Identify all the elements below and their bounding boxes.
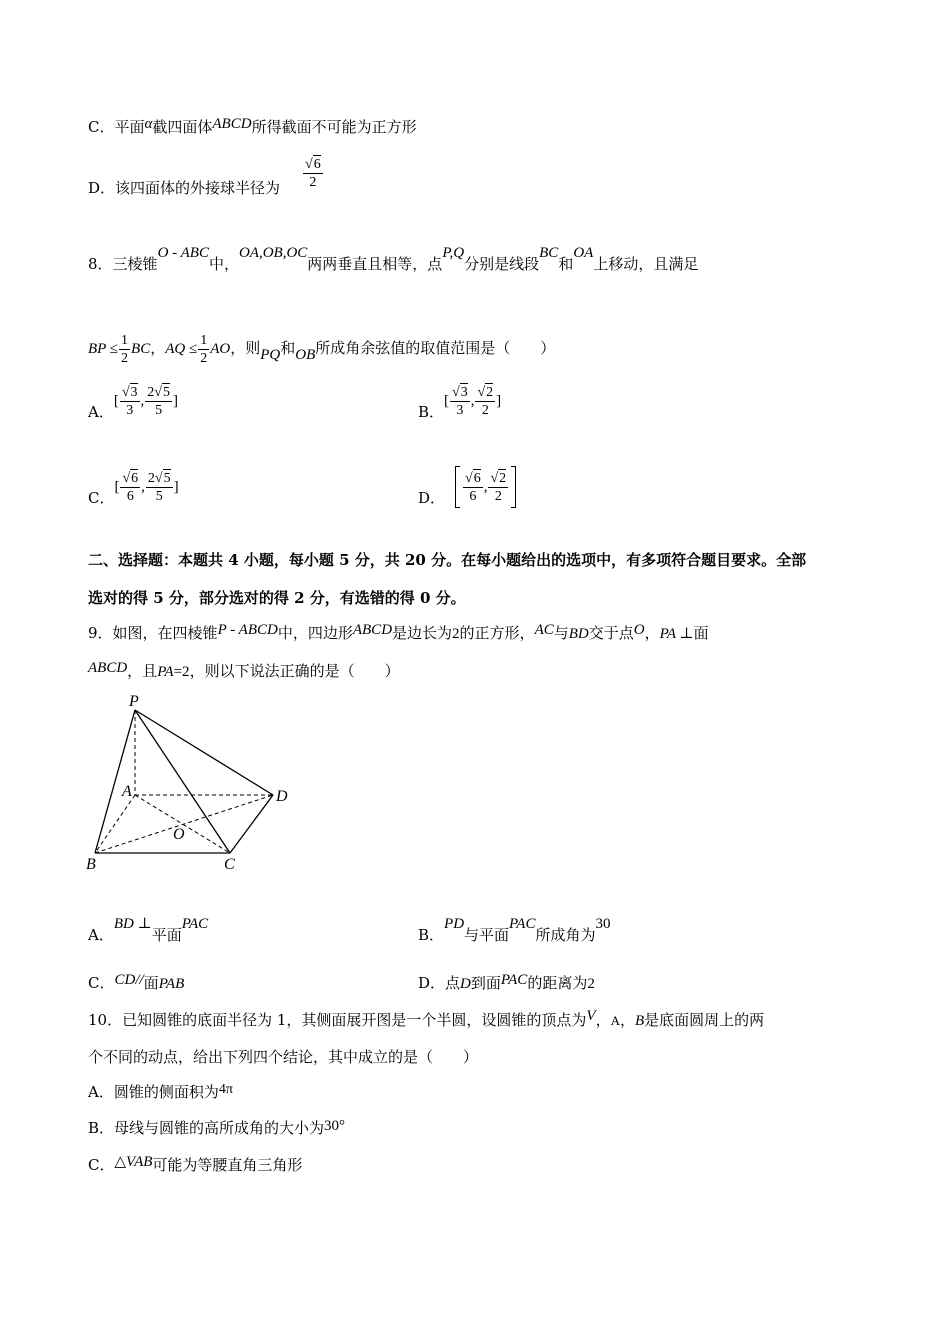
label-d: D: [276, 788, 288, 805]
q8-option-b: B．[ $\frac{√3}{3}$ , $\frac{√2}{2}$ ]: [418, 385, 502, 421]
label-p: P: [129, 693, 139, 710]
diag-bd-hidden: [95, 795, 273, 853]
q9-option-a: A．BD ⊥平面PAC: [88, 916, 209, 944]
label-o: O: [173, 826, 185, 843]
edge-pb: [95, 710, 135, 853]
q10-option-a: A．圆锥的侧面积为4π: [88, 1082, 233, 1101]
q9-stem-line1: 9．如图，在四棱锥P - ABCD中，四边形ABCD是边长为2的正方形，AC与BD交于点O，PA ⊥面: [88, 622, 709, 642]
q10-option-c: C．△VAB可能为等腰直角三角形: [88, 1154, 303, 1174]
q8-option-c: C．[ $\frac{√6}{6}$ , $\frac{2√5}{5}$ ]: [88, 471, 179, 507]
label-b: B: [86, 856, 96, 873]
q8-stem-line1: 8．三棱锥O - ABC中，OA,OB,OC两两垂直且相等，点P,Q分别是线段BC和OA上移动，且满足: [88, 245, 699, 273]
q10-stem-line1: 10．已知圆锥的底面半径为 1，其侧面展开图是一个半圆，设圆锥的顶点为V，A，B是底面圆周上的两: [88, 1008, 765, 1029]
edge-pd: [135, 710, 273, 795]
q9-option-d: D．点D到面PAC的距离为2: [418, 972, 595, 992]
edge-cd: [230, 795, 273, 853]
q9-pyramid-figure: [80, 690, 305, 875]
section2-line1: 二、选择题：本题共 4 小题，每小题 5 分，共 20 分。在每小题给出的选项中，有多项符合题目要求。全部: [88, 551, 807, 569]
q10-stem-line2: 个不同的动点，给出下列四个结论，其中成立的是（ ）: [88, 1048, 479, 1066]
section2-line2: 选对的得 5 分，部分选对的得 2 分，有选错的得 0 分。: [88, 589, 466, 607]
q8-option-d: D． $\frac{√6}{6}$ , $\frac{√2}{2}$: [418, 464, 516, 509]
label-a: A: [122, 783, 132, 800]
label-c: C: [224, 856, 235, 873]
edge-ab-hidden: [95, 795, 135, 853]
q8-option-a: A．[ $\frac{√3}{3}$ , $\frac{2√5}{5}$ ]: [88, 385, 178, 421]
q7-d-radius-fraction: $\frac{√6}{2}$: [305, 157, 321, 190]
q7-option-c: C．平面α截四面体ABCD所得截面不可能为正方形: [88, 116, 417, 136]
q7-option-d: D．该四面体的外接球半径为: [88, 179, 281, 197]
q9-option-c: C．CD//面PAB: [88, 972, 185, 992]
q10-option-b: B．母线与圆锥的高所成角的大小为30°: [88, 1118, 346, 1137]
q8-stem-line2: BP ≤ $\frac{1}{2}$ BC，AQ ≤ $\frac{1}{2}$ AO，则PQ和OB所成角余弦值的取值范围是（ ）: [88, 332, 556, 366]
q9-stem-line2: ABCD，且PA=2，则以下说法正确的是（ ）: [88, 660, 400, 680]
q9-option-b: B．PD与平面PAC所成角为30: [418, 916, 611, 944]
